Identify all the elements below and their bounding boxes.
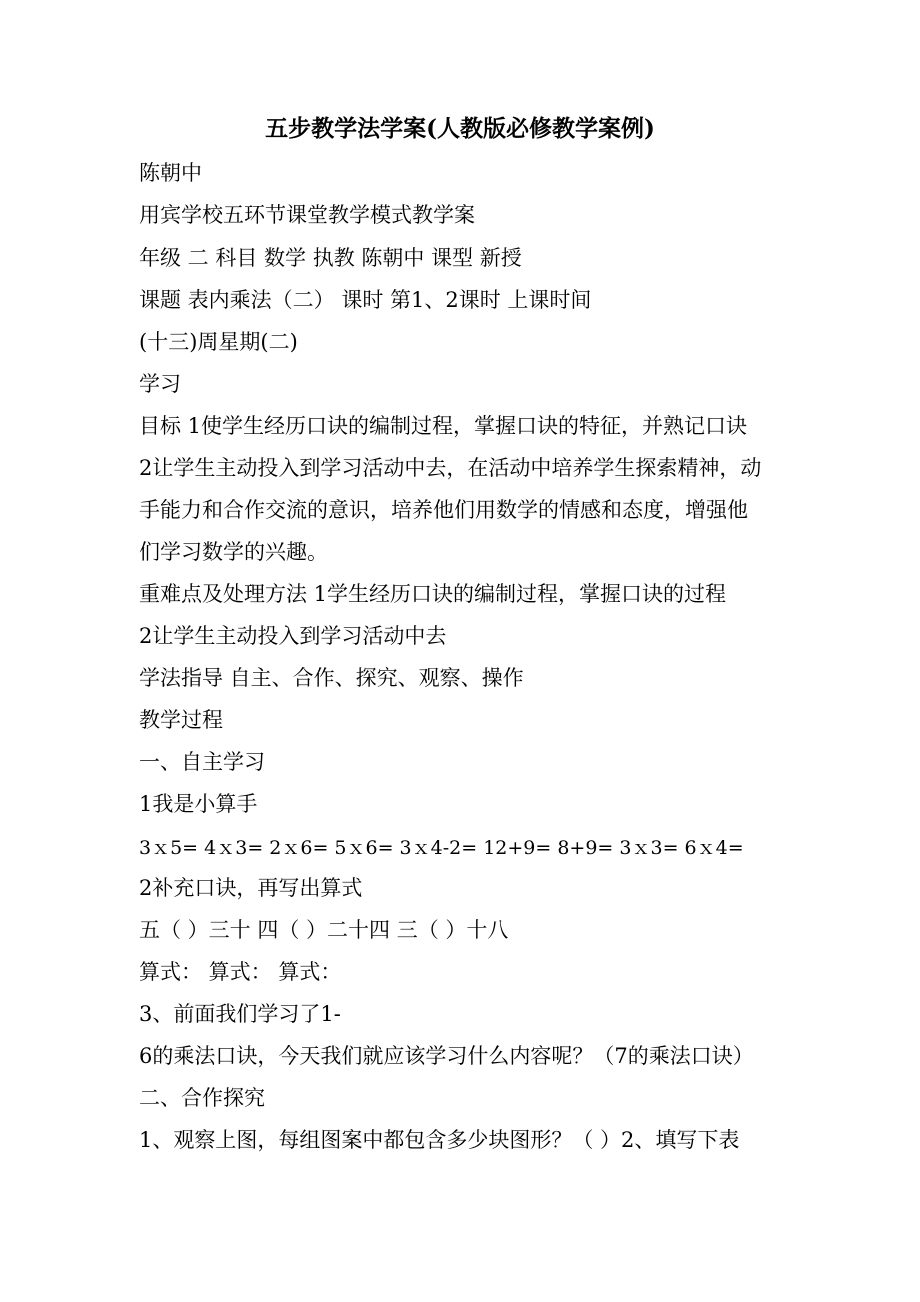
text-line: 们学习数学的兴趣。	[139, 540, 328, 564]
text-line: 手能力和合作交流的意识，培养他们用数学的情感和态度，增强他	[139, 498, 748, 522]
text-line: 学习	[139, 372, 181, 396]
text-line: 学法指导 自主、合作、探究、观察、操作	[139, 666, 524, 690]
text-line: 重难点及处理方法 1学生经历口诀的编制过程，掌握口诀的过程	[139, 582, 727, 606]
document-title: 五步教学法学案(人教版必修教学案例)	[265, 115, 655, 142]
text-line: 五（ ）三十 四（ ）二十四 三（ ）十八	[139, 918, 509, 942]
text-line: 用宾学校五环节课堂教学模式教学案	[139, 203, 475, 227]
text-line: 陈朝中	[139, 161, 202, 185]
text-line: 一、自主学习	[139, 750, 265, 774]
text-line: 1我是小算手	[139, 792, 258, 816]
text-line: 1、观察上图，每组图案中都包含多少块图形？（ ）2、填写下表	[139, 1128, 740, 1152]
text-line: 二、合作探究	[139, 1086, 265, 1110]
text-line: 算式： 算式： 算式：	[139, 960, 342, 984]
text-line: 2补充口诀，再写出算式	[139, 876, 363, 900]
text-line: 课题 表内乘法（二） 课时 第1、2课时 上课时间	[139, 288, 592, 312]
text-line: 2让学生主动投入到学习活动中去	[139, 624, 447, 648]
text-line: (十三)周星期(二)	[139, 330, 298, 354]
text-line: 年级 二 科目 数学 执教 陈朝中 课型 新授	[139, 246, 522, 270]
text-line: 目标 1使学生经历口诀的编制过程，掌握口诀的特征，并熟记口诀	[139, 414, 748, 438]
text-line: 教学过程	[139, 708, 223, 732]
math-exercise-line: 3ｘ5= 4ｘ3= 2ｘ6= 5ｘ6= 3ｘ4-2= 12+9= 8+9= 3ｘ3= 6ｘ4=	[139, 837, 744, 859]
text-line: 2让学生主动投入到学习活动中去，在活动中培养学生探索精神，动	[139, 456, 762, 480]
text-line: 6的乘法口诀，今天我们就应该学习什么内容呢？（7的乘法口诀）	[139, 1044, 754, 1068]
text-line: 3、前面我们学习了1-	[139, 1002, 341, 1026]
